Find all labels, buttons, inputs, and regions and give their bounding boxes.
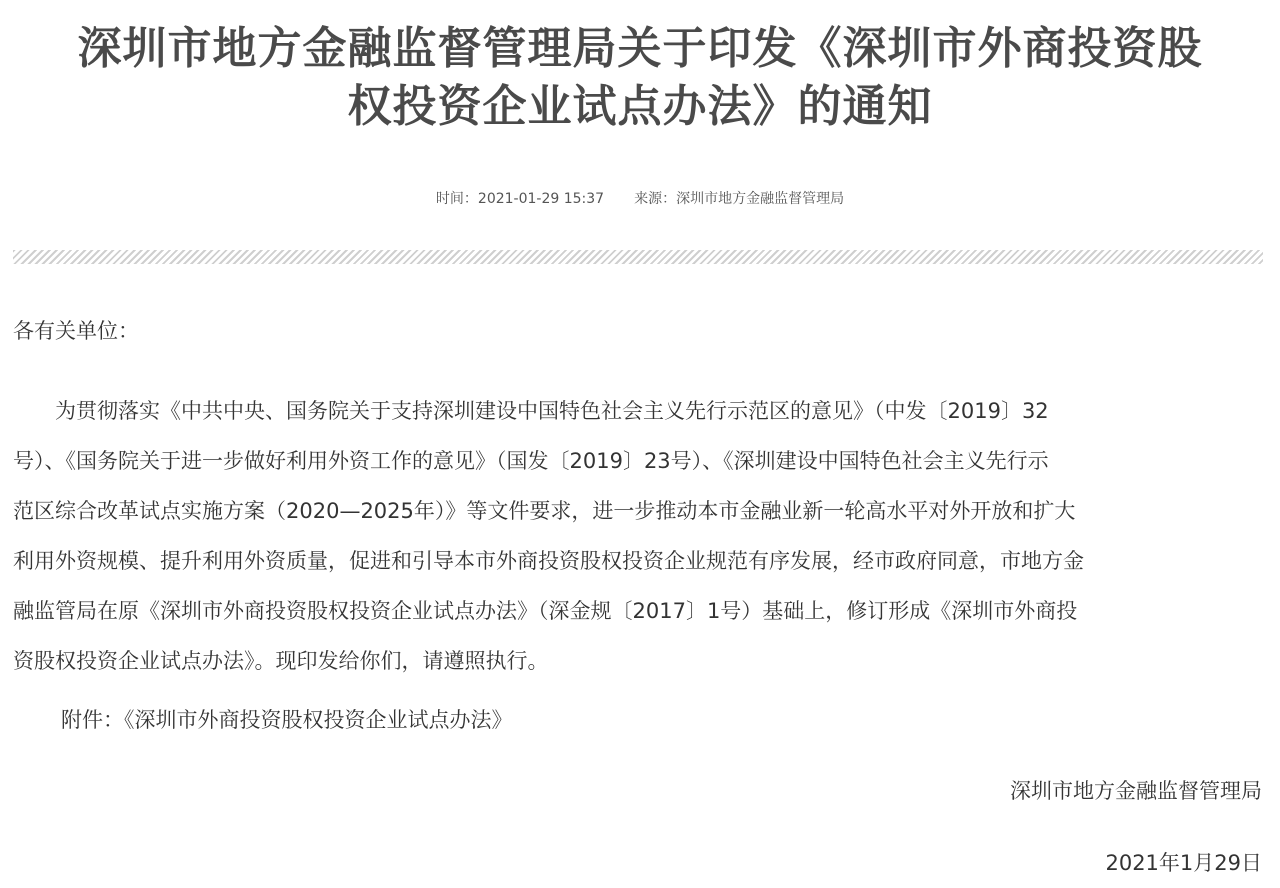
attachment-text: 附件：《深圳市外商投资股权投资企业试点办法》 bbox=[61, 708, 513, 732]
paragraph-line: 利用外资规模、提升利用外资质量，促进和引导本市外商投资股权投资企业规范有序发展，经市政府同意，市地方金 bbox=[13, 549, 1084, 573]
page-title-line-2: 权投资企业试点办法》的通知 bbox=[347, 81, 933, 132]
publish-time: 时间：2021-01-29 15:37 bbox=[435, 191, 605, 207]
publish-source: 来源：深圳市地方金融监督管理局 bbox=[634, 191, 845, 207]
signature: 深圳市地方金融监督管理局 bbox=[1010, 779, 1262, 803]
paragraph-line: 为贯彻落实《中共中央、国务院关于支持深圳建设中国特色社会主义先行示范区的意见》（中发〔2019〕32 bbox=[13, 399, 1049, 423]
paragraph-line: 号）、《国务院关于进一步做好利用外资工作的意见》（国发〔2019〕23号）、《深圳建设中国特色社会主义先行示 bbox=[13, 449, 1049, 473]
paragraph-line: 融监管局在原《深圳市外商投资股权投资企业试点办法》（深金规〔2017〕1号）基础上，修订形成《深圳市外商投 bbox=[13, 599, 1078, 623]
body-paragraph bbox=[13, 386, 1263, 686]
page-title bbox=[0, 20, 1280, 136]
article-meta bbox=[0, 189, 1280, 209]
attachment-line bbox=[13, 706, 1263, 734]
page-title-line-1: 深圳市地方金融监督管理局关于印发《深圳市外商投资股 bbox=[77, 23, 1203, 74]
hatched-divider bbox=[13, 250, 1263, 264]
issue-date: 2021年1月29日 bbox=[1105, 851, 1262, 875]
salutation: 各有关单位： bbox=[13, 319, 139, 343]
paragraph-line: 资股权投资企业试点办法》。现印发给你们，请遵照执行。 bbox=[13, 649, 549, 673]
paragraph-line: 范区综合改革试点实施方案（2020—2025年）》等文件要求，进一步推动本市金融业新一轮高水平对外开放和扩大 bbox=[13, 499, 1076, 523]
